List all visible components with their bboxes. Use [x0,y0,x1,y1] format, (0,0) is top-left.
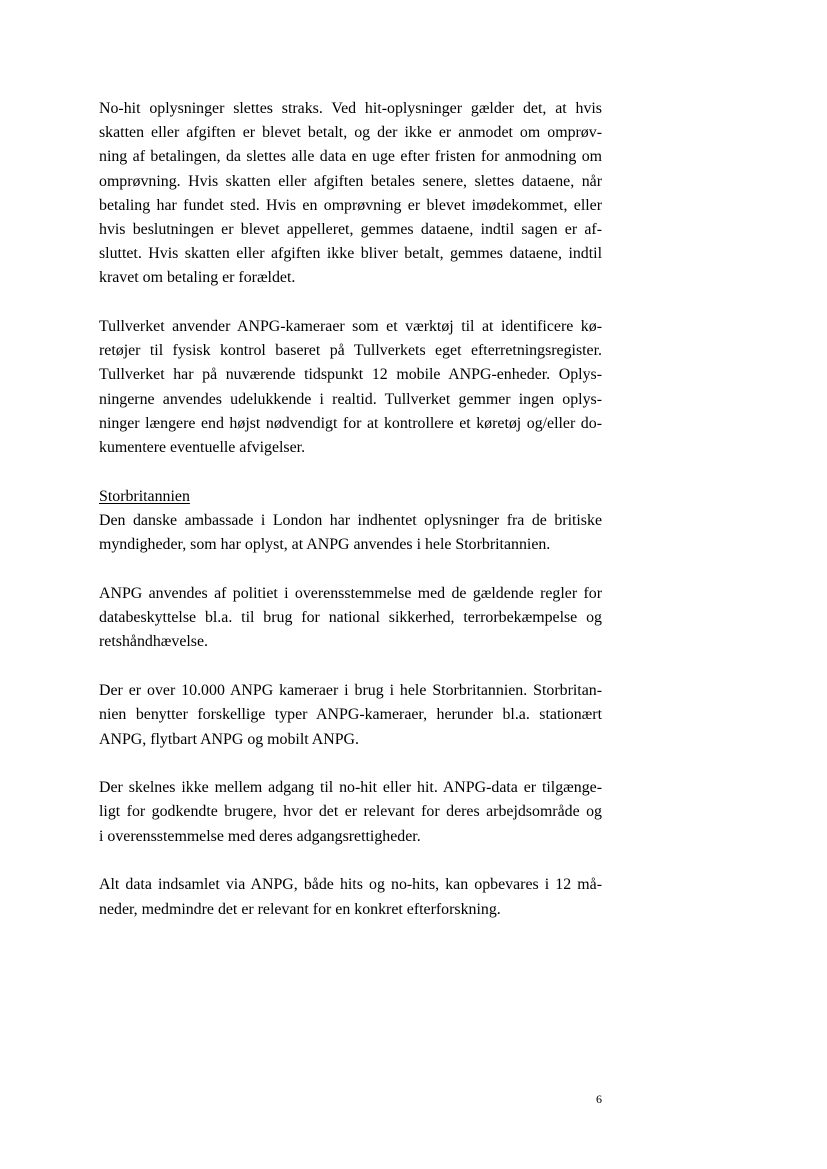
text-line: skatten eller afgiften er blevet betalt, og der ikke er anmodet om omprøv- [99,124,602,142]
text-line: i overensstemmelse med deres adgangsrettigheder. [99,827,421,845]
text-line: ninger længere end højst nødvendigt for at kontrollere et køretøj og/eller do- [99,414,602,432]
text-line: databeskyttelse bl.a. til brug for national sikkerhed, terrorbekæmpelse og [99,609,602,627]
text-line: betaling har fundet sted. Hvis en omprøvning er blevet imødekommet, eller [99,196,602,214]
paragraph-spacer [99,557,602,582]
paragraph-police-use [99,582,602,655]
text-line: Alt data indsamlet via ANPG, både hits og no-hits, kan opbevares i 12 må- [99,876,602,894]
paragraph-camera-count [99,679,602,752]
text-line: Den danske ambassade i London har indhentet oplysninger fra de britiske [99,512,602,529]
paragraph-tullverket [99,315,602,460]
paragraph-access [99,776,602,849]
text-line: hvis beslutningen er blevet appelleret, gemmes dataene, indtil sagen er af- [99,220,602,238]
text-line: kravet om betaling er forældet. [99,269,296,287]
section-heading: Storbritannien [99,487,190,505]
page-number: 6 [596,1092,602,1106]
paragraph-spacer [99,655,602,680]
text-line: myndigheder, som har oplyst, at ANPG anvendes i hele Storbritannien. [99,536,551,554]
text-line: Tullverket har på nuværende tidspunkt 12 mobile ANPG-enheder. Oplys- [99,366,602,384]
paragraph-storbritannien-intro [99,485,602,558]
paragraph-storage [99,873,602,921]
paragraph-spacer [99,291,602,316]
text-line: ningerne anvendes udelukkende i realtid. Tullverket gemmer ingen oplys- [99,390,602,408]
text-line: ligt for godkendte brugere, hvor det er relevant for deres arbejdsområde og [99,803,602,821]
paragraph-spacer [99,849,602,874]
text-line: Der er over 10.000 ANPG kameraer i brug i hele Storbritannien. Storbritan- [99,682,602,700]
text-line: retøjer til fysisk kontrol baseret på Tullverkets eget efterretningsregister. [99,342,602,360]
document-body [99,97,602,922]
text-line: ning af betalingen, da slettes alle data en uge efter fristen for anmodning om [99,148,602,166]
paragraph-spacer [99,460,602,485]
paragraph-data-retention [99,97,602,291]
text-line: neder, medmindre det er relevant for en konkret efterforskning. [99,900,501,918]
text-line: kumentere eventuelle afvigelser. [99,439,306,457]
text-line: ANPG anvendes af politiet i overensstemmelse med de gældende regler for [99,584,602,602]
text-line: omprøvning. Hvis skatten eller afgiften betales senere, slettes dataene, når [99,172,602,190]
text-line: Tullverket anvender ANPG-kameraer som et værktøj til at identificere kø- [99,318,602,336]
text-line: No-hit oplysninger slettes straks. Ved hit-oplysninger gælder det, at hvis [99,100,602,117]
text-line: Der skelnes ikke mellem adgang til no-hit eller hit. ANPG-data er tilgænge- [99,779,602,797]
text-line: ANPG, flytbart ANPG og mobilt ANPG. [99,730,360,748]
text-line: nien benytter forskellige typer ANPG-kameraer, herunder bl.a. stationært [99,706,602,724]
text-line: sluttet. Hvis skatten eller afgiften ikke bliver betalt, gemmes dataene, indtil [99,245,602,263]
text-line: retshåndhævelse. [99,633,208,651]
paragraph-spacer [99,752,602,777]
